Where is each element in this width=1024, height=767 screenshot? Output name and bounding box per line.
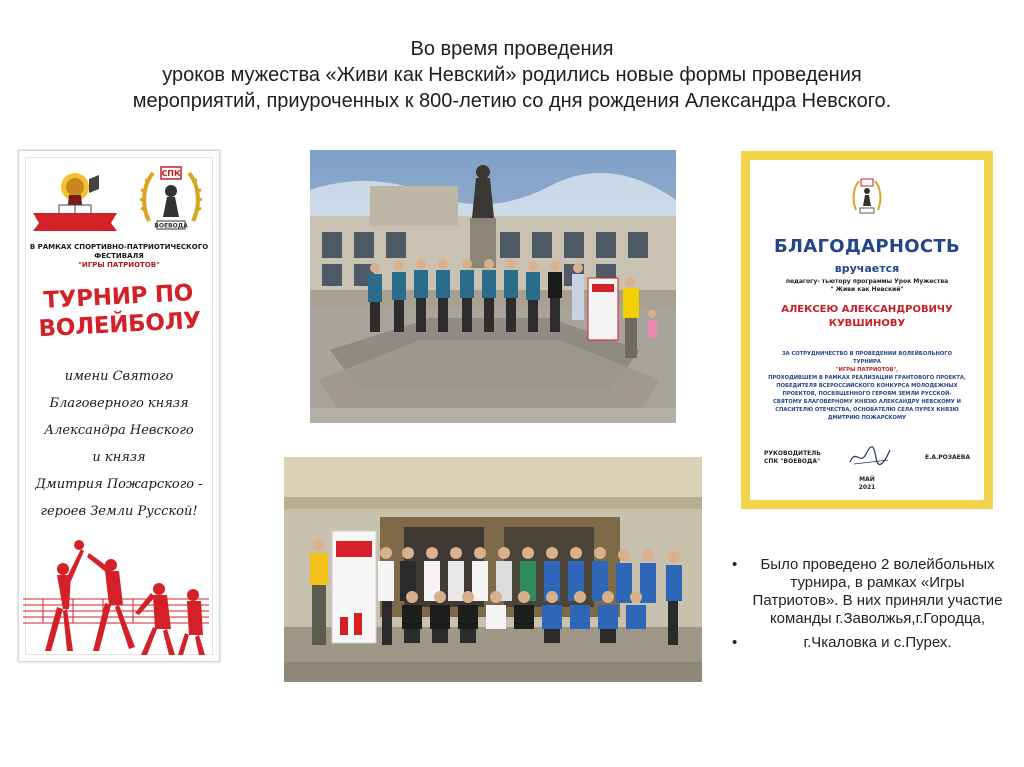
body-line: ПРОХОДИВШЕМ В РАМКАХ РЕАЛИЗАЦИИ ГРАНТОВОГО ПРОЕКТА, bbox=[768, 375, 966, 381]
body-highlight: "ИГРЫ ПАТРИОТОВ", bbox=[835, 367, 899, 373]
gratitude-certificate bbox=[741, 151, 993, 509]
festival-caption bbox=[25, 243, 213, 270]
poster-dedication bbox=[25, 363, 213, 525]
headline-line: ТУРНИР ПО bbox=[42, 280, 194, 314]
dedication-line: имени Святого bbox=[64, 369, 174, 384]
summary-bullets bbox=[722, 556, 1007, 652]
signer-role-line: СПК "ВОЕВОДА" bbox=[764, 458, 821, 465]
recipient-name bbox=[754, 303, 980, 331]
signer-role bbox=[764, 450, 821, 466]
spk-voevoda-logo-icon bbox=[139, 161, 203, 237]
team-photo-image bbox=[284, 457, 702, 682]
dedication-line: героев Земли Русской! bbox=[40, 504, 198, 519]
spk-voevoda-emblem-icon bbox=[852, 176, 882, 216]
group-photo-at-school-entrance bbox=[284, 457, 702, 682]
title-line: мероприятий, приуроченных к 800-летию со дня рождения Александра Невского. bbox=[132, 90, 892, 112]
dedication-line: Благоверного князя bbox=[49, 396, 189, 411]
recipient-role bbox=[760, 278, 974, 294]
nevsky-book-ribbon-logo-icon bbox=[29, 165, 121, 237]
volleyball-players-illustration-icon bbox=[23, 539, 209, 657]
festival-line: В РАМКАХ СПОРТИВНО-ПАТРИОТИЧЕСКОГО bbox=[29, 243, 209, 251]
volleyball-tournament-poster bbox=[18, 150, 220, 662]
recipient-role-line: " Живи как Невский" bbox=[830, 286, 904, 293]
certificate-body bbox=[760, 350, 974, 422]
svg-text:СПК: СПК bbox=[161, 169, 181, 178]
bullet-item: • г.Чкаловка и с.Пурех. bbox=[722, 634, 1007, 652]
recipient-name-line: АЛЕКСЕЮ АЛЕКСАНДРОВИЧУ bbox=[781, 304, 953, 315]
body-line: СПАСИТЕЛЮ ОТЕЧЕСТВА, ОСНОВАТЕЛЮ СЕЛА ПУРЕХ КНЯЗЮ bbox=[775, 407, 959, 413]
body-line: ПОБЕДИТЕЛЯ ВСЕРОССИЙСКОГО КОНКУРСА МОЛОДЕЖНЫХ bbox=[776, 383, 958, 389]
certificate-date bbox=[750, 476, 984, 492]
bullet-item: • Было проведено 2 волейбольных турнира, в рамках «Игры Патриотов». В них приняли участие команды г.Заволжья,г.Городца, bbox=[722, 556, 1007, 628]
svg-text:ВОЕВОДА: ВОЕВОДА bbox=[154, 222, 188, 230]
title-line: Во время проведения bbox=[410, 38, 614, 60]
festival-line: ФЕСТИВАЛЯ bbox=[94, 252, 144, 260]
body-line: ДМИТРИЮ ПОЖАРСКОМУ bbox=[827, 415, 907, 421]
certificate-subtitle: вручается bbox=[834, 262, 900, 275]
body-line: СВЯТОМУ БЛАГОВЕРНОМУ КНЯЗЮ АЛЕКСАНДРУ НЕВСКОМУ И bbox=[773, 399, 961, 405]
festival-name: "ИГРЫ ПАТРИОТОВ" bbox=[78, 261, 160, 269]
headline-line: ВОЛЕЙБОЛУ bbox=[37, 307, 202, 343]
group-photo-at-monument bbox=[310, 150, 676, 423]
date-line: 2021 bbox=[858, 484, 876, 491]
recipient-role-line: педагогу- тьютору программы Урок Мужества bbox=[785, 278, 949, 285]
certificate-title: БЛАГОДАРНОСТЬ bbox=[773, 236, 960, 257]
body-line: ЗА СОТРУДНИЧЕСТВО В ПРОВЕДЕНИИ ВОЛЕЙБОЛЬНОГО bbox=[781, 351, 953, 357]
recipient-name-line: КУВШИНОВУ bbox=[828, 318, 906, 329]
body-line: ПРОЕКТОВ, ПОСВЯЩЕННОГО ГЕРОЯМ ЗЕМЛИ РУССКОЙ- bbox=[782, 391, 952, 397]
dedication-line: и князя bbox=[92, 450, 146, 465]
monument-photo-image bbox=[310, 150, 676, 423]
certificate-page bbox=[750, 160, 984, 500]
date-line: МАЙ bbox=[859, 476, 875, 483]
title-line: уроков мужества «Живи как Невский» родились новые формы проведения bbox=[162, 64, 862, 86]
poster-headline bbox=[26, 278, 213, 344]
handwritten-signature-icon bbox=[848, 444, 892, 468]
dedication-line: Александра Невского bbox=[44, 423, 194, 438]
slide-title bbox=[40, 36, 984, 114]
dedication-line: Дмитрия Пожарского - bbox=[35, 477, 203, 492]
signer-name: Е.А.РОЗАЕВА bbox=[924, 454, 970, 461]
signer-role-line: РУКОВОДИТЕЛЬ bbox=[764, 450, 821, 457]
body-line: ТУРНИРА bbox=[853, 359, 881, 365]
